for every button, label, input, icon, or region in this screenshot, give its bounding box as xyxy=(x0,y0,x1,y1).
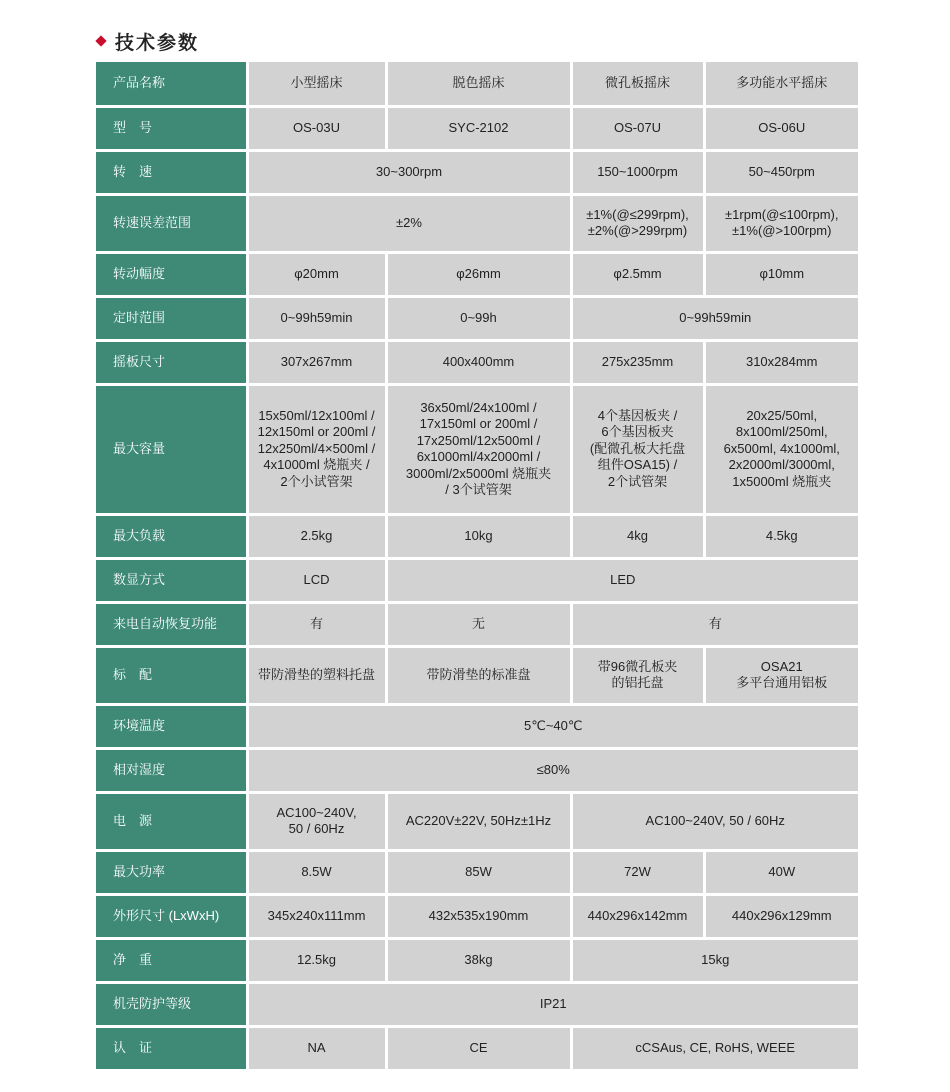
spec-row xyxy=(96,384,858,514)
spec-value-cell xyxy=(247,850,386,894)
spec-value: 275x235mm xyxy=(601,353,674,369)
spec-value: 0~99h59min xyxy=(280,309,353,325)
spec-value-cell xyxy=(247,938,386,982)
spec-value: 30~300rpm xyxy=(375,163,443,179)
spec-value: 8.5W xyxy=(301,863,332,879)
spec-value-cell xyxy=(704,106,858,150)
spec-value: 脱色摇床 xyxy=(452,75,505,90)
spec-value: 36x50ml/24x100ml / 17x150ml or 200ml / 17x250ml/12x500ml / 6x1000ml/4x2000ml / 3000ml/2x5000ml 烧瓶夹 / 3个试管架 xyxy=(405,399,552,497)
spec-row xyxy=(96,894,858,938)
spec-value-cell xyxy=(386,558,858,602)
spec-value-cell xyxy=(386,792,571,850)
spec-value: ±1%(@≤299rpm), ±2%(@>299rpm) xyxy=(586,206,689,238)
spec-row-label: 电 源 xyxy=(96,792,247,850)
section-heading xyxy=(95,28,199,54)
spec-value: 38kg xyxy=(464,951,493,967)
spec-value: LED xyxy=(610,571,636,587)
spec-row xyxy=(96,194,858,252)
spec-value-cell xyxy=(247,558,386,602)
spec-value: IP21 xyxy=(539,995,567,1011)
spec-row xyxy=(96,340,858,384)
spec-value-cell xyxy=(386,894,571,938)
spec-value-cell xyxy=(247,340,386,384)
spec-value: 150~1000rpm xyxy=(597,163,678,179)
spec-value: OS-07U xyxy=(614,119,661,135)
spec-value: 5℃~40℃ xyxy=(524,717,583,733)
spec-row-label: 最大容量 xyxy=(96,384,247,514)
spec-row-label: 认 证 xyxy=(96,1026,247,1070)
spec-row-label: 最大功率 xyxy=(96,850,247,894)
spec-value: 307x267mm xyxy=(280,353,353,369)
spec-value-cell xyxy=(247,150,571,194)
spec-row-label: 来电自动恢复功能 xyxy=(96,602,247,646)
spec-value: OS-06U xyxy=(758,119,806,135)
spec-value-cell xyxy=(571,602,858,646)
spec-value-cell xyxy=(704,340,858,384)
spec-value-cell xyxy=(704,894,858,938)
spec-row-label: 相对湿度 xyxy=(96,748,247,792)
spec-row xyxy=(96,982,858,1026)
spec-row-label: 机壳防护等级 xyxy=(96,982,247,1026)
spec-value-cell xyxy=(247,602,386,646)
spec-value-cell xyxy=(704,150,858,194)
spec-value-cell xyxy=(571,252,704,296)
spec-value-cell xyxy=(571,150,704,194)
spec-value: 0~99h xyxy=(460,309,497,325)
spec-value-cell xyxy=(247,194,571,252)
spec-value-cell xyxy=(571,1026,858,1070)
spec-value-cell xyxy=(386,384,571,514)
spec-value-cell xyxy=(247,646,386,704)
spec-row-label: 转动幅度 xyxy=(96,252,247,296)
spec-value: 多功能水平摇床 xyxy=(736,75,828,90)
spec-value: φ20mm xyxy=(294,265,339,281)
spec-value: 15kg xyxy=(701,951,730,967)
spec-row-label: 转 速 xyxy=(96,150,247,194)
spec-value-cell xyxy=(247,1026,386,1070)
spec-value-cell xyxy=(247,894,386,938)
spec-value: 15x50ml/12x100ml / 12x150ml or 200ml / 12x250ml/4×500ml / 4x1000ml 烧瓶夹 / 2个小试管架 xyxy=(257,407,376,489)
spec-value-cell xyxy=(247,982,858,1026)
spec-value-cell xyxy=(386,514,571,558)
spec-value-cell xyxy=(386,252,571,296)
spec-row xyxy=(96,602,858,646)
spec-value-cell xyxy=(571,646,704,704)
spec-value-cell xyxy=(704,62,858,106)
spec-row-label: 标 配 xyxy=(96,646,247,704)
spec-value: 85W xyxy=(465,863,492,879)
spec-value-cell xyxy=(571,62,704,106)
spec-value: 4个基因板夹 / 6个基因板夹 (配微孔板大托盘 组件OSA15) / 2个试管架 xyxy=(589,407,686,489)
spec-value: 4.5kg xyxy=(765,527,798,543)
spec-value: cCSAus, CE, RoHS, WEEE xyxy=(635,1039,796,1055)
spec-row-label: 产品名称 xyxy=(96,62,247,106)
spec-value: 2.5kg xyxy=(300,527,333,543)
spec-row xyxy=(96,252,858,296)
spec-row-label: 环境温度 xyxy=(96,704,247,748)
spec-row-label: 型 号 xyxy=(96,106,247,150)
spec-value: φ10mm xyxy=(759,265,805,281)
spec-value: 345x240x111mm xyxy=(267,907,366,923)
spec-value: 72W xyxy=(624,863,651,879)
spec-table xyxy=(96,62,858,1072)
spec-value-cell xyxy=(571,340,704,384)
spec-value: 12.5kg xyxy=(296,951,337,967)
spec-row xyxy=(96,792,858,850)
spec-value-cell xyxy=(571,792,858,850)
spec-value-cell xyxy=(247,514,386,558)
spec-value-cell xyxy=(704,850,858,894)
spec-value: 50~450rpm xyxy=(748,163,815,179)
spec-value: ±1rpm(@≤100rpm), ±1%(@>100rpm) xyxy=(725,206,839,238)
spec-row xyxy=(96,938,858,982)
spec-value: NA xyxy=(307,1039,326,1055)
diamond-bullet-icon xyxy=(95,35,106,46)
spec-value: 40W xyxy=(768,863,796,879)
spec-value-cell xyxy=(571,194,704,252)
spec-row xyxy=(96,62,858,106)
spec-value: 400x400mm xyxy=(442,353,515,369)
spec-value: ≤80% xyxy=(536,761,570,777)
spec-value: 有 xyxy=(309,615,323,631)
spec-value-cell xyxy=(704,514,858,558)
spec-value-cell xyxy=(571,938,858,982)
spec-value: 4kg xyxy=(627,527,648,543)
spec-value: 带防滑垫的塑料托盘 xyxy=(257,666,375,682)
spec-value-cell xyxy=(247,704,858,748)
spec-value-cell xyxy=(704,384,858,514)
spec-value: 带防滑垫的标准盘 xyxy=(426,666,531,682)
spec-value: AC100~240V, 50 / 60Hz xyxy=(645,812,785,828)
spec-value: 带96微孔板夹 的铝托盘 xyxy=(597,658,678,690)
spec-value-cell xyxy=(386,106,571,150)
spec-row-label: 外形尺寸 (LxWxH) xyxy=(96,894,247,938)
spec-row xyxy=(96,1026,858,1070)
spec-value-cell xyxy=(386,646,571,704)
spec-value: ±2% xyxy=(396,214,422,230)
spec-value-cell xyxy=(386,850,571,894)
spec-value-cell xyxy=(247,296,386,340)
spec-row xyxy=(96,106,858,150)
spec-value: φ2.5mm xyxy=(613,265,662,281)
spec-value-cell xyxy=(571,850,704,894)
spec-value-cell xyxy=(571,514,704,558)
spec-value-cell xyxy=(247,748,858,792)
spec-value-cell xyxy=(571,296,858,340)
spec-row xyxy=(96,646,858,704)
spec-value: 微孔板摇床 xyxy=(604,75,670,90)
spec-row xyxy=(96,850,858,894)
spec-value-cell xyxy=(247,62,386,106)
spec-table-body xyxy=(96,62,858,1070)
spec-value-cell xyxy=(571,894,704,938)
spec-value-cell xyxy=(571,106,704,150)
spec-value: 有 xyxy=(708,615,722,631)
spec-value: SYC-2102 xyxy=(448,119,509,135)
spec-value: 20x25/50ml, 8x100ml/250ml, 6x500ml, 4x1000ml, 2x2000ml/3000ml, 1x5000ml 烧瓶夹 xyxy=(723,407,840,489)
spec-value: 0~99h59min xyxy=(679,309,752,325)
spec-row xyxy=(96,558,858,602)
spec-value: 440x296x129mm xyxy=(731,907,832,923)
spec-value: AC100~240V, 50 / 60Hz xyxy=(276,804,357,836)
spec-value: CE xyxy=(469,1039,488,1055)
spec-value-cell xyxy=(247,384,386,514)
spec-row xyxy=(96,296,858,340)
spec-row-label: 净 重 xyxy=(96,938,247,982)
spec-row-label: 摇板尺寸 xyxy=(96,340,247,384)
spec-value-cell xyxy=(386,296,571,340)
spec-value: 小型摇床 xyxy=(290,75,343,90)
spec-row-label: 数显方式 xyxy=(96,558,247,602)
spec-value-cell xyxy=(571,384,704,514)
spec-value-cell xyxy=(704,194,858,252)
spec-value-cell xyxy=(247,792,386,850)
spec-value: OS-03U xyxy=(293,119,340,135)
spec-value-cell xyxy=(386,938,571,982)
spec-value-cell xyxy=(704,252,858,296)
spec-row xyxy=(96,150,858,194)
spec-row xyxy=(96,514,858,558)
spec-value-cell xyxy=(386,602,571,646)
spec-value: 440x296x142mm xyxy=(587,907,688,923)
spec-value-cell xyxy=(247,252,386,296)
spec-value: 432x535x190mm xyxy=(428,907,529,923)
spec-value: 310x284mm xyxy=(745,353,818,369)
spec-value-cell xyxy=(386,1026,571,1070)
spec-value-cell xyxy=(386,62,571,106)
spec-value: OSA21 多平台通用铝板 xyxy=(736,658,828,690)
spec-row-label: 最大负载 xyxy=(96,514,247,558)
spec-row-label: 定时范围 xyxy=(96,296,247,340)
spec-value-cell xyxy=(386,340,571,384)
spec-value: AC220V±22V, 50Hz±1Hz xyxy=(405,812,552,828)
spec-value: φ26mm xyxy=(456,265,501,281)
spec-value: 10kg xyxy=(464,527,493,543)
section-title: 技术参数 xyxy=(115,31,200,54)
spec-row xyxy=(96,704,858,748)
spec-row xyxy=(96,748,858,792)
spec-value: LCD xyxy=(303,571,330,587)
spec-value-cell xyxy=(247,106,386,150)
spec-row-label: 转速误差范围 xyxy=(96,194,247,252)
spec-value: 无 xyxy=(471,615,485,631)
spec-value-cell xyxy=(704,646,858,704)
